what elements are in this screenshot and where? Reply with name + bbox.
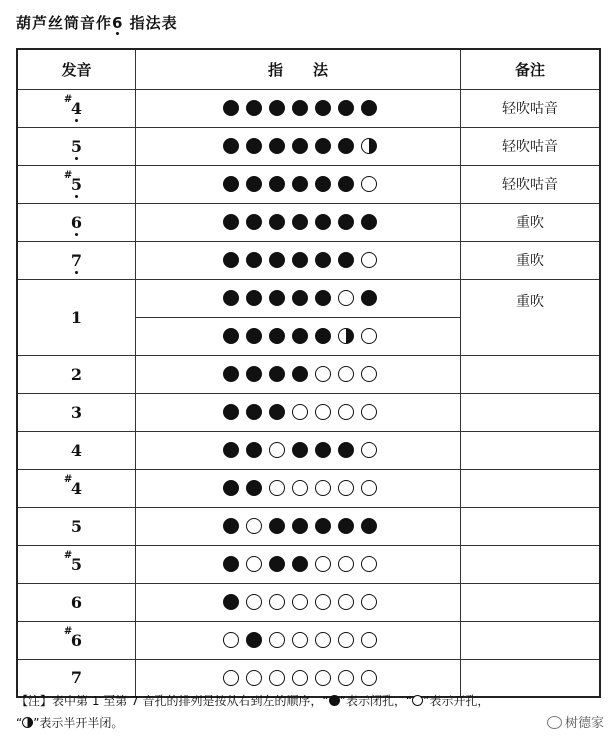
closed-hole-icon — [292, 252, 308, 268]
open-hole-icon — [315, 632, 331, 648]
open-hole-icon — [361, 176, 377, 192]
remark-cell — [461, 621, 600, 659]
closed-hole-icon — [292, 176, 308, 192]
header-remark: 备注 — [461, 49, 600, 89]
fingering-cell — [135, 545, 460, 583]
open-hole-icon — [412, 695, 423, 706]
closed-hole-icon — [223, 404, 239, 420]
closed-hole-icon — [246, 252, 262, 268]
note-number: 4 — [70, 440, 83, 460]
note-cell — [17, 279, 135, 355]
open-hole-icon — [338, 670, 354, 686]
open-hole-icon — [315, 670, 331, 686]
closed-hole-icon — [246, 100, 262, 116]
closed-hole-icon — [269, 366, 285, 382]
open-hole-icon — [338, 404, 354, 420]
closed-hole-icon — [269, 100, 285, 116]
note-label — [70, 516, 83, 536]
hole-pattern — [136, 442, 460, 458]
note-cell — [17, 355, 135, 393]
hole-pattern — [136, 518, 460, 534]
closed-hole-icon — [269, 176, 285, 192]
header-fingering: 指 法 — [135, 49, 460, 89]
wechat-icon — [547, 716, 562, 729]
closed-hole-icon — [292, 290, 308, 306]
note-cell — [17, 203, 135, 241]
open-hole-icon — [223, 670, 239, 686]
closed-hole-icon — [315, 176, 331, 192]
fingering-cell — [135, 583, 460, 621]
closed-hole-icon — [338, 100, 354, 116]
table-row — [17, 241, 600, 279]
footnote-text-5: ”表示半开半闭。 — [33, 716, 124, 730]
closed-hole-icon — [361, 214, 377, 230]
open-hole-icon — [246, 556, 262, 572]
remark-cell: 轻吹咕音 — [461, 127, 600, 165]
closed-hole-icon — [338, 176, 354, 192]
open-hole-icon — [361, 632, 377, 648]
table-row — [17, 469, 600, 507]
fingering-cell — [135, 393, 460, 431]
closed-hole-icon — [246, 290, 262, 306]
hole-pattern — [136, 480, 460, 496]
closed-hole-icon — [223, 252, 239, 268]
open-hole-icon — [338, 480, 354, 496]
closed-hole-icon — [223, 214, 239, 230]
table-row — [17, 545, 600, 583]
open-hole-icon — [361, 594, 377, 610]
half-hole-icon — [338, 328, 354, 344]
closed-hole-icon — [223, 138, 239, 154]
table-row — [17, 203, 600, 241]
open-hole-icon — [292, 404, 308, 420]
open-hole-icon — [292, 670, 308, 686]
closed-hole-icon — [269, 404, 285, 420]
closed-hole-icon — [338, 518, 354, 534]
closed-hole-icon — [246, 442, 262, 458]
note-cell — [17, 431, 135, 469]
closed-hole-icon — [269, 328, 285, 344]
open-hole-icon — [361, 328, 377, 344]
table-row — [17, 621, 600, 659]
closed-hole-icon — [292, 366, 308, 382]
note-label — [63, 549, 83, 574]
note-number: 4 — [70, 98, 83, 118]
remark-cell — [461, 469, 600, 507]
closed-hole-icon — [269, 252, 285, 268]
fingering-cell — [135, 89, 460, 127]
note-label — [70, 592, 83, 612]
note-number: 6 — [70, 630, 83, 650]
half-hole-icon — [22, 717, 33, 728]
note-cell — [17, 507, 135, 545]
page-title — [16, 12, 178, 33]
closed-hole-icon — [361, 290, 377, 306]
closed-hole-icon — [269, 518, 285, 534]
closed-hole-icon — [292, 442, 308, 458]
closed-hole-icon — [338, 214, 354, 230]
table-row — [17, 127, 600, 165]
open-hole-icon — [338, 290, 354, 306]
open-hole-icon — [361, 404, 377, 420]
closed-hole-icon — [315, 138, 331, 154]
closed-hole-icon — [315, 290, 331, 306]
open-hole-icon — [269, 670, 285, 686]
fingering-cell — [135, 279, 460, 317]
note-cell — [17, 469, 135, 507]
fingering-cell — [135, 621, 460, 659]
note-label — [70, 136, 83, 156]
closed-hole-icon — [292, 518, 308, 534]
footnote-text-4: “ — [16, 716, 23, 730]
fingering-cell — [135, 165, 460, 203]
note-label — [63, 625, 83, 650]
fingering-cell — [135, 469, 460, 507]
note-cell — [17, 241, 135, 279]
open-hole-icon — [246, 518, 262, 534]
open-hole-icon — [338, 594, 354, 610]
half-hole-icon — [361, 138, 377, 154]
hole-pattern — [136, 100, 460, 116]
closed-hole-icon — [246, 176, 262, 192]
open-hole-icon — [361, 252, 377, 268]
table-row — [17, 507, 600, 545]
closed-hole-icon — [223, 328, 239, 344]
closed-hole-icon — [315, 518, 331, 534]
table-header-row — [17, 49, 600, 89]
closed-hole-icon — [269, 556, 285, 572]
note-label — [70, 212, 83, 232]
closed-hole-icon — [338, 442, 354, 458]
note-number: 6 — [70, 212, 83, 232]
watermark-text: 树德家 — [564, 716, 604, 731]
fingering-cell — [135, 431, 460, 469]
table-body — [17, 89, 600, 697]
note-label — [70, 307, 83, 327]
closed-hole-icon — [223, 594, 239, 610]
table-row — [17, 279, 600, 317]
remark-cell — [461, 583, 600, 621]
table-row — [17, 431, 600, 469]
closed-hole-icon — [246, 632, 262, 648]
remark-cell: 轻吹咕音 — [461, 165, 600, 203]
closed-hole-icon — [315, 328, 331, 344]
watermark — [547, 712, 604, 731]
open-hole-icon — [338, 632, 354, 648]
note-number: 7 — [70, 250, 83, 270]
note-label — [63, 93, 83, 118]
fingering-cell — [135, 241, 460, 279]
note-number: 4 — [70, 478, 83, 498]
closed-hole-icon — [292, 556, 308, 572]
closed-hole-icon — [338, 252, 354, 268]
hole-pattern — [136, 404, 460, 420]
closed-hole-icon — [223, 100, 239, 116]
hole-pattern — [136, 252, 460, 268]
note-number: 2 — [70, 364, 83, 384]
closed-hole-icon — [246, 138, 262, 154]
open-hole-icon — [315, 480, 331, 496]
hole-pattern — [136, 138, 460, 154]
note-cell — [17, 621, 135, 659]
closed-hole-icon — [269, 138, 285, 154]
note-cell — [17, 165, 135, 203]
table-row — [17, 393, 600, 431]
title-suffix: 指法表 — [123, 14, 178, 32]
hole-pattern — [136, 594, 460, 610]
note-cell — [17, 393, 135, 431]
note-number: 5 — [70, 174, 83, 194]
hole-pattern — [136, 290, 460, 306]
note-cell — [17, 127, 135, 165]
closed-hole-icon — [223, 442, 239, 458]
open-hole-icon — [338, 556, 354, 572]
closed-hole-icon — [223, 290, 239, 306]
title-note: 6 — [112, 14, 124, 32]
note-number: 6 — [70, 592, 83, 612]
footnote-text-2: ”表示闭孔，“ — [339, 694, 413, 708]
hole-pattern — [136, 632, 460, 648]
remark-cell: 重吹 — [461, 241, 600, 279]
closed-hole-icon — [315, 442, 331, 458]
open-hole-icon — [269, 594, 285, 610]
sharp-sign: # — [63, 93, 73, 105]
note-label — [63, 473, 83, 498]
note-label — [70, 440, 83, 460]
table-row — [17, 165, 600, 203]
fingering-cell — [135, 507, 460, 545]
remark-cell — [461, 355, 600, 393]
open-hole-icon — [338, 366, 354, 382]
note-cell — [17, 89, 135, 127]
open-hole-icon — [292, 594, 308, 610]
closed-hole-icon — [315, 252, 331, 268]
remark-cell — [461, 431, 600, 469]
note-cell — [17, 545, 135, 583]
hole-pattern — [136, 366, 460, 382]
open-hole-icon — [269, 632, 285, 648]
hole-pattern — [136, 176, 460, 192]
remark-cell — [461, 393, 600, 431]
closed-hole-icon — [246, 366, 262, 382]
closed-hole-icon — [292, 100, 308, 116]
open-hole-icon — [361, 670, 377, 686]
open-hole-icon — [246, 670, 262, 686]
hole-pattern — [136, 328, 460, 344]
hole-pattern — [136, 214, 460, 230]
open-hole-icon — [269, 480, 285, 496]
note-number: 5 — [70, 554, 83, 574]
closed-hole-icon — [315, 214, 331, 230]
closed-hole-icon — [223, 366, 239, 382]
remark-cell — [461, 507, 600, 545]
note-number: 7 — [70, 668, 83, 688]
open-hole-icon — [315, 404, 331, 420]
header-note: 发音 — [17, 49, 135, 89]
table-row — [17, 583, 600, 621]
open-hole-icon — [246, 594, 262, 610]
open-hole-icon — [361, 366, 377, 382]
closed-hole-icon — [292, 214, 308, 230]
note-number: 1 — [70, 307, 83, 327]
open-hole-icon — [292, 480, 308, 496]
open-hole-icon — [292, 632, 308, 648]
hole-pattern — [136, 556, 460, 572]
fingering-cell — [135, 355, 460, 393]
table-row — [17, 89, 600, 127]
note-number: 5 — [70, 136, 83, 156]
closed-hole-icon — [329, 695, 340, 706]
open-hole-icon — [361, 556, 377, 572]
note-label — [70, 402, 83, 422]
footnote-text-3: ”表示开孔， — [423, 694, 490, 708]
closed-hole-icon — [315, 100, 331, 116]
note-number: 3 — [70, 402, 83, 422]
table-row — [17, 355, 600, 393]
open-hole-icon — [315, 556, 331, 572]
closed-hole-icon — [223, 556, 239, 572]
note-label — [70, 250, 83, 270]
note-number: 5 — [70, 516, 83, 536]
sharp-sign: # — [63, 169, 73, 181]
note-label — [63, 169, 83, 194]
remark-cell: 轻吹咕音 — [461, 89, 600, 127]
open-hole-icon — [361, 442, 377, 458]
footnote-text-1: 【注】表中第 1 至第 7 音孔的排列是按从右到左的顺序，“ — [16, 694, 329, 708]
fingering-cell — [135, 127, 460, 165]
remark-cell — [461, 545, 600, 583]
open-hole-icon — [223, 632, 239, 648]
closed-hole-icon — [246, 404, 262, 420]
closed-hole-icon — [223, 176, 239, 192]
closed-hole-icon — [338, 138, 354, 154]
closed-hole-icon — [269, 214, 285, 230]
closed-hole-icon — [361, 518, 377, 534]
remark-cell: 重吹 — [461, 279, 600, 355]
sharp-sign: # — [63, 549, 73, 561]
closed-hole-icon — [246, 328, 262, 344]
closed-hole-icon — [246, 480, 262, 496]
remark-cell: 重吹 — [461, 203, 600, 241]
note-label — [71, 670, 82, 686]
closed-hole-icon — [223, 518, 239, 534]
open-hole-icon — [269, 442, 285, 458]
closed-hole-icon — [246, 214, 262, 230]
title-prefix: 葫芦丝筒音作 — [16, 14, 113, 32]
closed-hole-icon — [269, 290, 285, 306]
open-hole-icon — [361, 480, 377, 496]
fingering-cell — [135, 203, 460, 241]
sharp-sign: # — [63, 625, 73, 637]
closed-hole-icon — [361, 100, 377, 116]
open-hole-icon — [315, 594, 331, 610]
note-label — [70, 364, 83, 384]
sharp-sign: # — [63, 473, 73, 485]
closed-hole-icon — [223, 480, 239, 496]
open-hole-icon — [315, 366, 331, 382]
hole-pattern — [136, 670, 460, 686]
closed-hole-icon — [292, 138, 308, 154]
fingering-table — [16, 48, 601, 698]
footnote — [16, 690, 606, 734]
fingering-cell — [135, 317, 460, 355]
closed-hole-icon — [292, 328, 308, 344]
note-cell — [17, 583, 135, 621]
